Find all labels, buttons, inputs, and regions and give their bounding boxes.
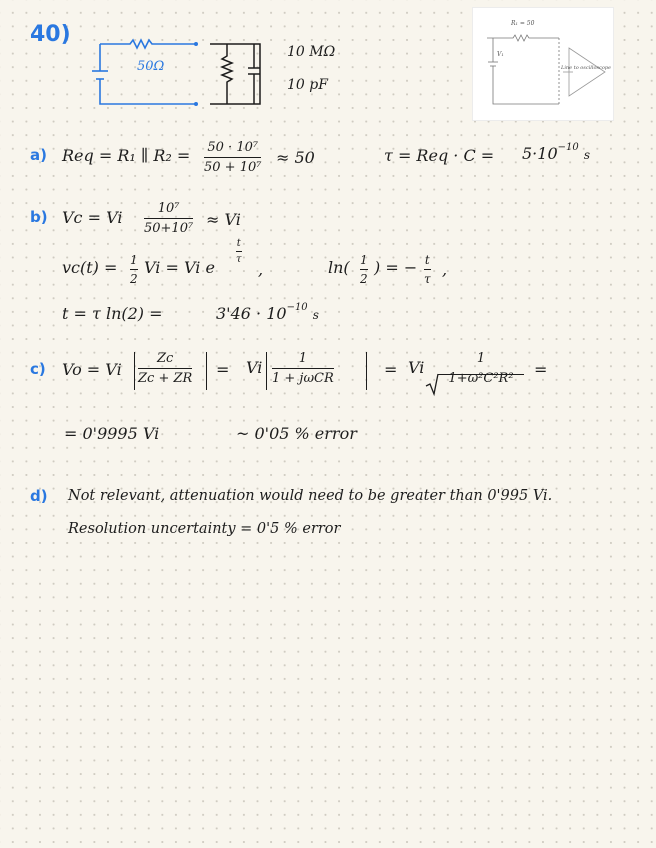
transfer-denominator: 1 + jωCR (272, 371, 334, 387)
ln-lhs: ln( (328, 258, 350, 277)
exponent-numerator: t (236, 238, 241, 249)
fraction-bar (360, 269, 368, 270)
ln-t-numerator: t (424, 253, 430, 267)
t-exponent: −10 (286, 302, 308, 313)
vc-fraction-denominator: 50+10⁷ (144, 221, 194, 237)
transfer-fraction (272, 351, 334, 386)
part-d-label: d) (30, 487, 48, 505)
vo-lhs: Vo = Vi (62, 360, 122, 379)
vc-fraction (144, 201, 193, 236)
vc-fraction-numerator: 10⁷ (157, 201, 180, 216)
thumbnail-caption: Line to oscilloscope (561, 65, 612, 71)
t-lhs: t = τ ln(2) = (62, 304, 163, 323)
exponent-fraction (236, 238, 242, 265)
vc-t-middle: Vi = Vi e (144, 258, 215, 277)
tau-unit: s (583, 148, 590, 162)
impedance-numerator: Zc (156, 351, 174, 366)
abs-bar-right-2 (366, 352, 367, 390)
exponent-comma: , (258, 260, 264, 279)
tau-value (522, 142, 590, 163)
sqrt-fraction-denominator: 1+ω²C²R² (448, 371, 514, 387)
half-denominator: 2 (130, 272, 138, 287)
ln-half-numerator: 1 (360, 253, 368, 267)
vc-approx: ≈ Vi (206, 210, 241, 229)
ln-comma: , (442, 260, 448, 279)
tau-mantissa: 5·10 (522, 144, 558, 163)
vc-lhs: Vc = Vi (62, 208, 123, 227)
t-value (216, 302, 319, 323)
reference-thumbnail (472, 7, 614, 121)
thumbnail-resistor-label: R₁ = 50 (511, 20, 535, 27)
thumbnail-source-label: V₁ (497, 51, 504, 58)
req-approx: ≈ 50 (276, 148, 315, 167)
t-mantissa: 3'46 · 10 (216, 304, 287, 323)
req-fraction (204, 140, 261, 175)
fraction-bar (236, 251, 242, 252)
vo-result: = 0'9995 Vi (64, 424, 160, 443)
part-c-label: c) (30, 360, 46, 378)
tau-lhs: τ = Req · C = (384, 146, 495, 165)
vi-3: Vi (408, 358, 425, 377)
ln-half-denominator: 2 (360, 272, 368, 287)
ln-tau-denominator: τ (424, 272, 431, 287)
source-resistor-label: 50Ω (137, 59, 165, 74)
abs-bar-left-1 (134, 352, 135, 390)
tau-exponent: −10 (557, 142, 579, 153)
fraction-bar (424, 269, 431, 270)
sqrt-fraction (436, 351, 526, 386)
circuit-diagram (84, 34, 274, 114)
equals-2: = (384, 360, 398, 379)
part-d-line-2: Resolution uncertainty = 0'5 % error (68, 521, 341, 537)
impedance-denominator: Zc + ZR (138, 371, 193, 387)
abs-bar-right-1 (206, 352, 207, 390)
half-fraction (130, 253, 138, 286)
equals-1: = (216, 360, 230, 379)
fraction-bar (204, 157, 261, 158)
t-unit: s (312, 308, 319, 322)
exponent-denominator: τ (236, 254, 242, 266)
transfer-numerator: 1 (298, 351, 308, 366)
ln-rhs: ) = − (374, 258, 418, 277)
part-d-line-1: Not relevant, attenuation would need to be greater than 0'995 Vi. (68, 488, 553, 504)
abs-bar-left-2 (266, 352, 267, 390)
fraction-bar (130, 269, 138, 270)
ln-half-fraction (360, 253, 368, 286)
load-capacitor-label: 10 pF (287, 77, 328, 93)
vc-t-lhs: vc(t) = (62, 258, 118, 277)
part-a-label: a) (30, 146, 47, 164)
vi-2: Vi (246, 358, 263, 377)
fraction-bar (144, 218, 193, 219)
ln-t-tau-fraction (424, 253, 431, 286)
load-resistor-label: 10 MΩ (287, 44, 336, 60)
equals-3: = (534, 360, 548, 379)
sqrt-fraction-numerator: 1 (476, 351, 486, 366)
fraction-bar (272, 368, 334, 369)
req-fraction-numerator: 50 · 10⁷ (207, 140, 259, 155)
error-estimate: ~ 0'05 % error (236, 424, 357, 443)
fraction-bar (138, 368, 192, 369)
impedance-fraction (138, 351, 192, 386)
half-numerator: 1 (130, 253, 138, 267)
req-fraction-denominator: 50 + 10⁷ (204, 160, 262, 176)
req-lhs: Req = R₁ ∥ R₂ = (62, 146, 191, 165)
problem-number: 40) (30, 22, 71, 47)
part-b-label: b) (30, 208, 48, 226)
